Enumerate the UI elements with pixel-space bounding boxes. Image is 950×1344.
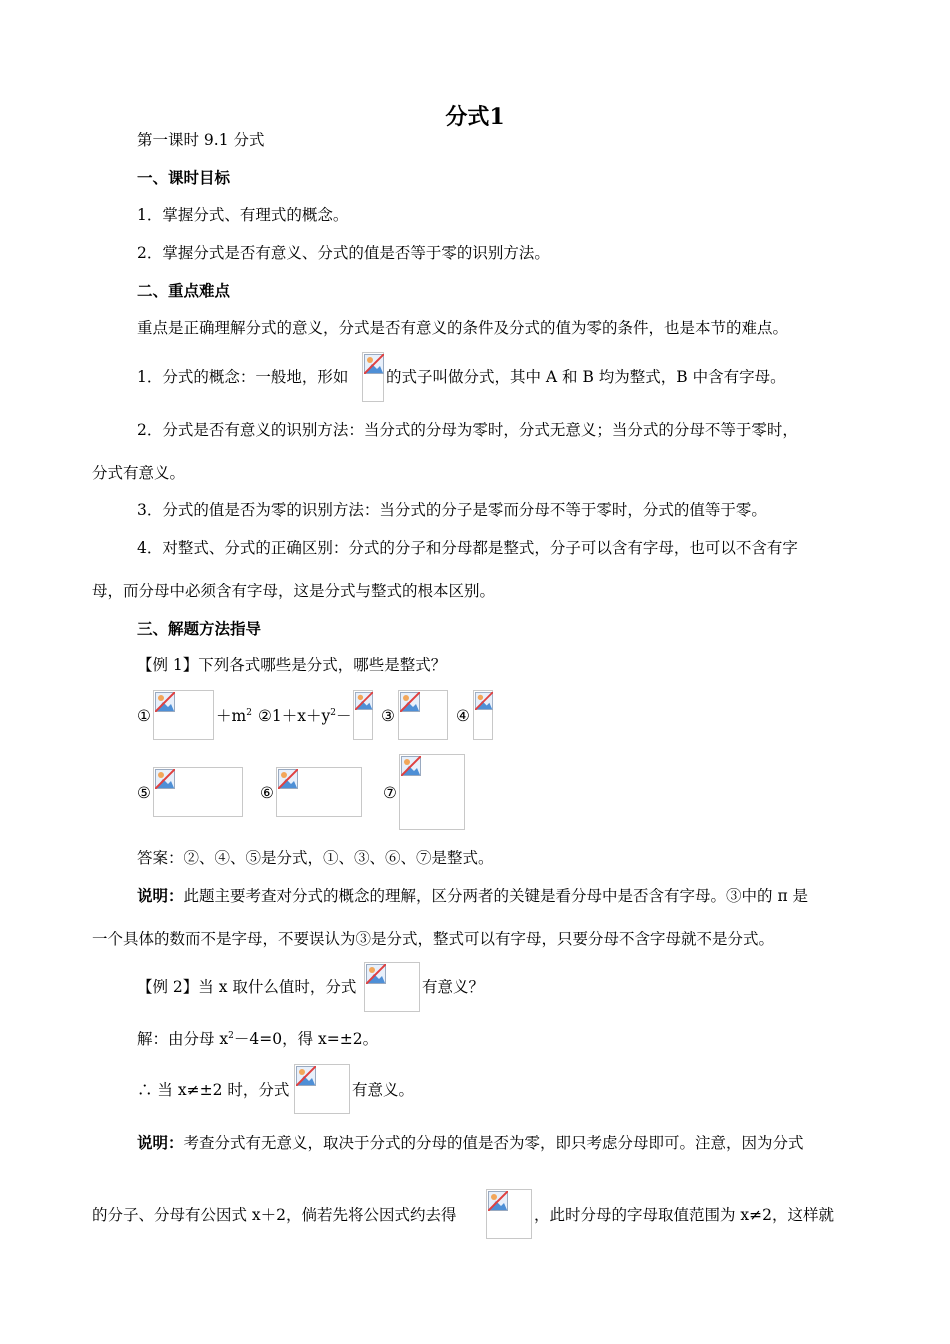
broken-image-icon [353,690,373,740]
example1-answer: 答案：②、④、⑤是分式，①、③、⑥、⑦是整式。 [137,849,494,867]
broken-image-icon [399,754,465,830]
expr-marker-4: ④ [456,707,470,725]
expr-marker-3: ③ [381,707,395,725]
key-point-2-cont: 分式有意义。 [92,464,186,482]
section-heading-goals: 一、课时目标 [137,168,231,187]
example2-question-after: 有意义？ [422,978,485,996]
key-point-2: 2．分式是否有意义的识别方法：当分式的分母为零时，分式无意义；当分式的分母不等于零时， [137,421,798,439]
section-heading-key-points: 二、重点难点 [137,281,231,300]
expr-plus-m: $+m^2$ [216,707,252,725]
expr-marker-6: ⑥ [260,784,274,802]
broken-image-icon [294,1064,350,1114]
broken-image-icon [364,962,420,1012]
broken-image-icon [486,1189,532,1239]
expr-marker-1: ① [137,707,151,725]
example1-note: 说明：此题主要考查对分式的概念的理解，区分两者的关键是看分母中是否含有字母。③中的 π 是 [137,886,809,905]
example2-note-cont-after: ，此时分母的字母取值范围为 x≠2，这样就 [534,1206,835,1224]
broken-image-icon [362,352,384,402]
page-title: 分式1 [445,104,505,130]
lesson-subtitle: 第一课时 9.1 分式 [137,131,265,149]
key-point-4: 4．对整式、分式的正确区别：分式的分子和分母都是整式，分子可以含有字母，也可以不含有字 [137,539,798,557]
expr-marker-5: ⑤ [137,784,151,802]
key-point-4-cont: 母，而分母中必须含有字母，这是分式与整式的根本区别。 [92,582,496,600]
concept-text-after: 的式子叫做分式，其中 A 和 B 均为整式，B 中含有字母。 [386,368,786,386]
key-points-intro: 重点是正确理解分式的意义，分式是否有意义的条件及分式的值为零的条件，也是本节的难点。 [137,319,789,337]
example1-note-cont: 一个具体的数而不是字母，不要误认为③是分式，整式可以有字母，只要分母不含字母就不是分式。 [92,930,775,948]
key-point-3: 3．分式的值是否为零的识别方法：当分式的分子是零而分母不等于零时，分式的值等于零。 [137,501,767,519]
expr-marker-2: $②1+x+y^2-$ [258,707,352,725]
concept-text-before: 1．分式的概念：一般地，形如 [137,368,349,386]
example2-note-cont-before: 的分子、分母有公因式 x＋2，倘若先将公因式约去得 [92,1206,457,1224]
example2-solution: 解：由分母 $x^2-4=0$，得 x=±2。 [137,1030,379,1048]
example2-note: 说明：考查分式有无意义，取决于分式的分母的值是否为零，即只考虑分母即可。注意，因为分式 [137,1133,804,1152]
section-heading-methods: 三、解题方法指导 [137,619,262,638]
example2-therefore-after: 有意义。 [352,1081,415,1099]
example2-question-before: 【例 2】当 x 取什么值时，分式 [137,978,357,996]
broken-image-icon [473,690,493,740]
goal-item: 1．掌握分式、有理式的概念。 [137,206,349,224]
goal-item: 2．掌握分式是否有意义、分式的值是否等于零的识别方法。 [137,244,550,262]
expr-marker-7: ⑦ [383,784,397,802]
example1-question: 【例 1】下列各式哪些是分式，哪些是整式？ [137,656,447,674]
example2-therefore-before: ∴ 当 x≠±2 时，分式 [137,1081,290,1099]
broken-image-icon [276,767,362,817]
broken-image-icon [398,690,448,740]
broken-image-icon [153,690,214,740]
broken-image-icon [153,767,243,817]
